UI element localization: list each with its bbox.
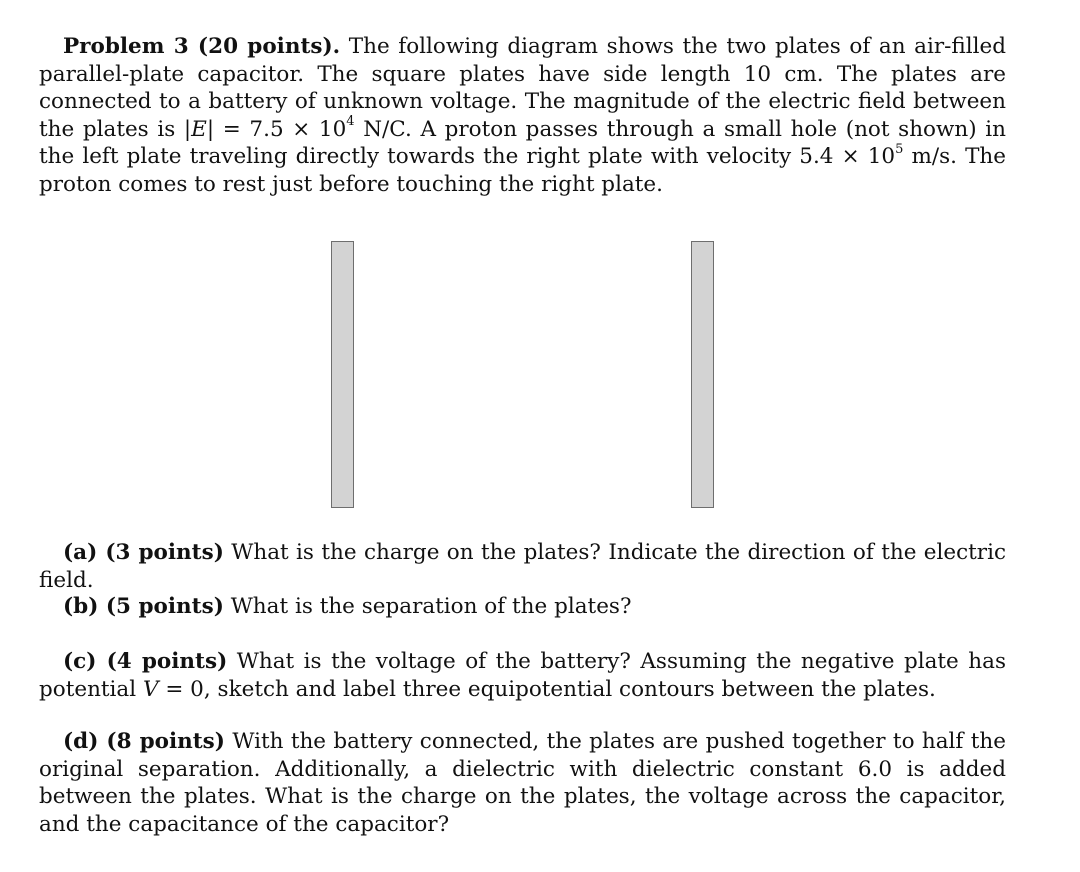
problem-text-1: The following diagram shows the two plates of an air-filled parallel-plate capacitor. The square plates have side length 10 cm. The plates are connected to a battery of unknown voltage. The magnitude of the electric field between the plates is | (39, 34, 1006, 142)
velocity-exponent: 5 (895, 141, 904, 157)
problem-text-3: N/C. A proton passes through a small hole (not shown) in the left plate traveling directly towards the right plate with velocity 5.4 × 10 (39, 116, 1006, 169)
part-a-text: What is the charge on the plates? Indicate the direction of the electric field. (39, 540, 1006, 593)
field-exponent: 4 (346, 114, 355, 130)
problem-text-2: | = 7.5 × 10 (206, 116, 347, 142)
potential-symbol: V (142, 676, 159, 702)
part-a (39, 539, 1006, 594)
problem-statement (39, 33, 1006, 198)
part-a-label: (a) (3 points) (63, 540, 224, 565)
part-b-label: (b) (5 points) (63, 594, 224, 619)
part-b-text: What is the separation of the plates? (223, 594, 632, 619)
part-d (39, 728, 1006, 838)
part-c (39, 648, 1006, 703)
part-c-label: (c) (4 points) (63, 649, 228, 674)
field-symbol: E (191, 116, 207, 142)
part-b (39, 593, 1006, 621)
problem-text-4: m/s. The proton comes to rest just before touching the right plate. (39, 144, 1006, 197)
left-capacitor-plate (331, 241, 354, 508)
part-d-label: (d) (8 points) (63, 729, 225, 754)
part-d-text: With the battery connected, the plates are pushed together to half the original separation. Additionally, a dielectric with dielectric constant 6.0 is added between the plates. What is the charge on the plates, the voltage across the capacitor, and the capacitance of the capacitor? (39, 729, 1006, 837)
part-c-text-1: What is the voltage of the battery? Assuming the negative plate has potential (39, 649, 1006, 702)
part-c-text-2: = 0, sketch and label three equipotential contours between the plates. (158, 676, 936, 702)
right-capacitor-plate (691, 241, 714, 508)
problem-heading: Problem 3 (20 points). (63, 34, 341, 59)
